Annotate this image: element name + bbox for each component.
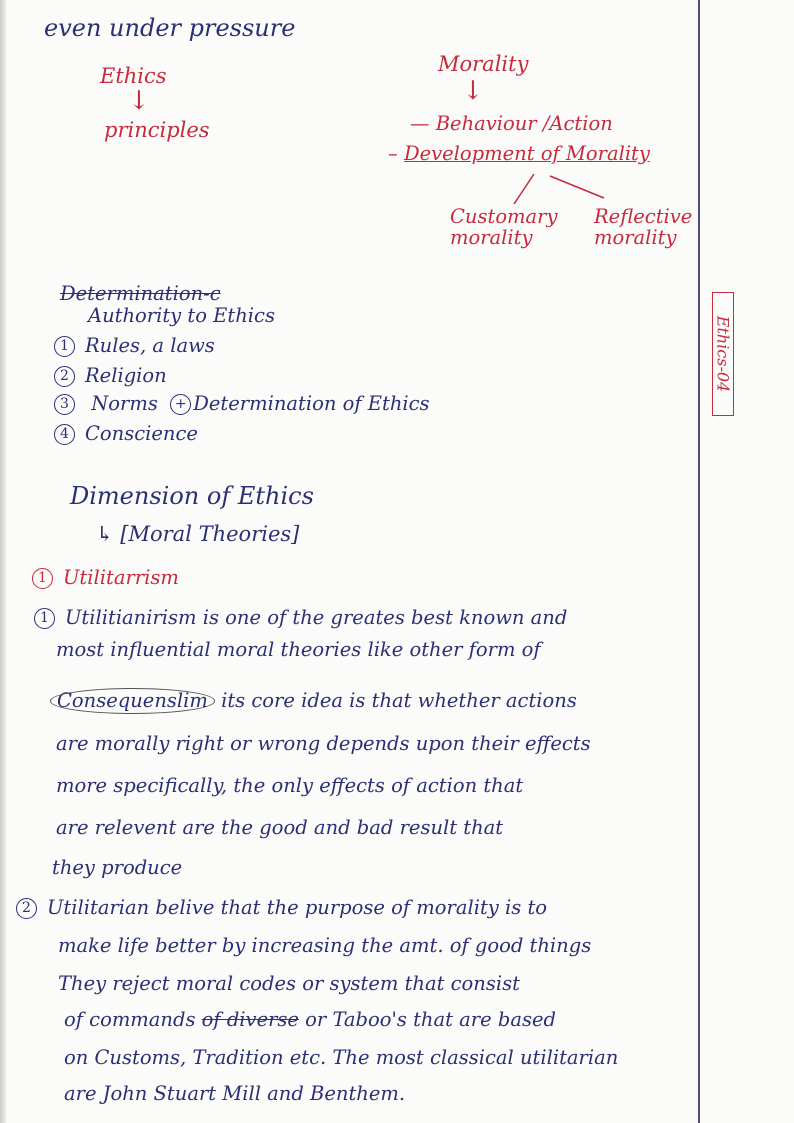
struck-phrase: of diverse [201,1008,299,1031]
point-2-line: are John Stuart Mill and Benthem. [64,1082,406,1105]
point-2-line: They reject moral codes or system that consist [58,972,520,995]
point-2-line: 2 Utilitarian belive that the purpose of morality is to [16,898,547,919]
point-1-line: are morally right or wrong depends upon their effects [56,732,591,755]
down-arrow-icon: ↓ [128,86,150,116]
authority-heading: Authority to Ethics [88,304,275,327]
circled-word: Consequenslim [50,688,215,714]
point-1-line: are relevent are the good and bad result that [56,816,504,839]
principles-label: principles [104,118,210,142]
side-tab-label: Ethics-04 [712,292,734,416]
point-1-line: 1 Utilitianirism is one of the greates best known and [34,608,567,629]
down-arrow-icon: ↓ [462,76,484,106]
point-1-line: they produce [52,856,183,879]
authority-item: 2 Religion [54,366,167,387]
struck-heading: Determination-c [60,282,221,305]
point-2-line: of commands of diverse or Taboo's that are based [64,1008,556,1031]
point-1-line: most influential moral theories like other form of [56,638,541,661]
point-1-line: Consequenslim its core idea is that whether actions [56,688,577,714]
morality-item-development: – Development of Morality [388,142,650,165]
authority-item: 3 Norms + Determination of Ethics [54,394,430,415]
authority-item: 4 Conscience [54,424,198,445]
morality-item-behaviour: — Behaviour /Action [410,112,613,135]
branch-lines [0,0,794,300]
dimension-heading: Dimension of Ethics [70,482,314,510]
moral-theories-subheading: ↳ [Moral Theories] [96,522,300,546]
top-line: even under pressure [44,14,296,42]
point-2-line: on Customs, Tradition etc. The most classical utilitarian [64,1046,619,1069]
authority-item: 1 Rules, a laws [54,336,215,357]
utilitarianism-title: 1 Utilitarrism [32,568,179,589]
ethics-label: Ethics [100,64,167,88]
morality-label: Morality [438,52,529,76]
point-1-line: more specifically, the only effects of action that [56,774,524,797]
customary-morality: Customary morality [450,205,558,250]
sub-arrow-icon: ↳ [96,522,114,546]
reflective-morality: Reflective morality [594,205,693,250]
point-2-line: make life better by increasing the amt. of good things [58,934,592,957]
